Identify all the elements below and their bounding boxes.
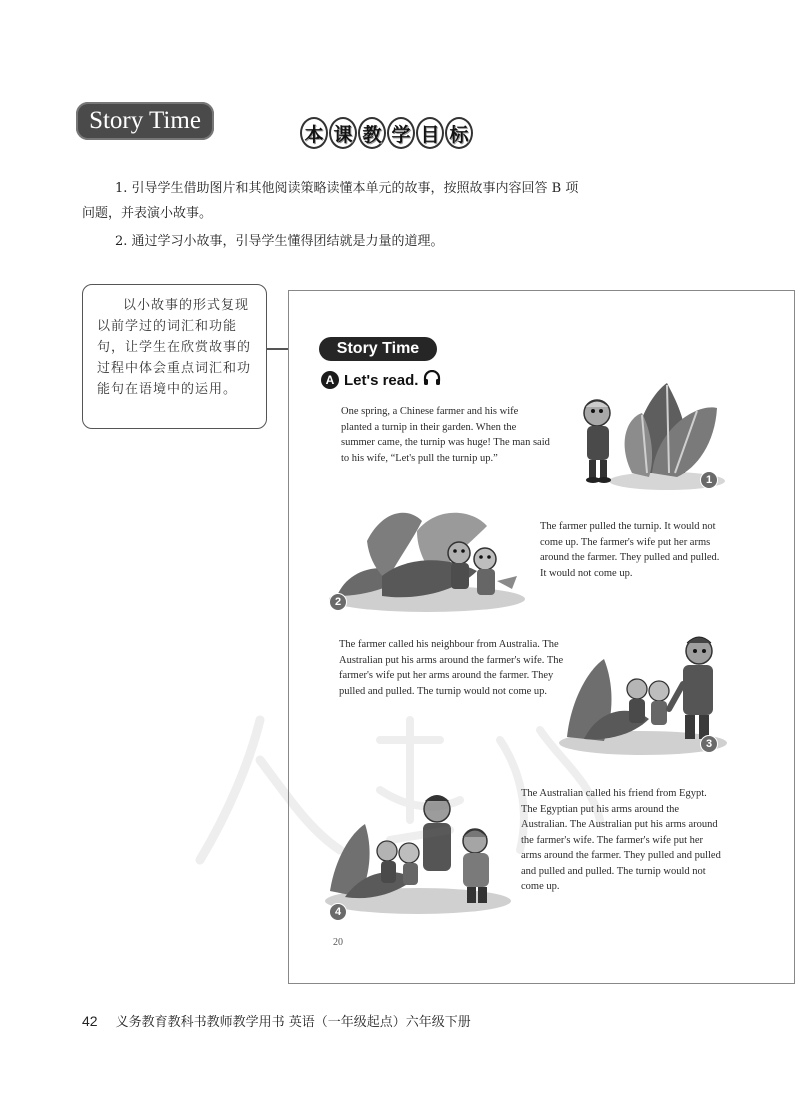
goal-title-char: 本: [300, 117, 328, 149]
picture-number-badge: 4: [329, 903, 347, 921]
side-note: 以小故事的形式复现以前学过的词汇和功能句，让学生在欣赏故事的过程中体会重点词汇和功能句在语境中的运用。: [82, 284, 267, 429]
lets-read-heading: [321, 369, 441, 391]
textbook-page: [288, 290, 795, 984]
picture-number-badge: 1: [700, 471, 718, 489]
picture-number-badge: 3: [700, 735, 718, 753]
book-title: 义务教育教科书教师教学用书 英语（一年级起点）六年级下册: [115, 1015, 471, 1030]
objective-2: 2. 通过学习小故事，引导学生懂得团结就是力量的道理。: [115, 234, 444, 249]
goal-title-char: 教: [358, 117, 386, 149]
story-paragraph-1: One spring, a Chinese farmer and his wife planted a turnip in their garden. When the summer came, the turnip was huge! The man said to his wife, “Let's pull the turnip up.”: [341, 406, 550, 464]
goal-title-char: 课: [329, 117, 357, 149]
goal-title-char: 学: [387, 117, 415, 149]
textbook-page-number: 20: [333, 937, 343, 948]
story-paragraph-3: The farmer called his neighbour from Australia. The Australian put his arms around the farmer's wife. The farmer's wife put her arms around the farmer. They pulled and pulled. The turnip would not come up.: [339, 639, 564, 697]
teaching-goals-title: [300, 117, 473, 151]
textbook-story-time-badge: Story Time: [319, 337, 437, 361]
objective-1-line-2: 问题，并表演小故事。: [82, 206, 213, 221]
picture-number-badge: 2: [329, 593, 347, 611]
section-letter-badge: A: [321, 371, 339, 389]
headphones-icon: [423, 370, 441, 390]
lets-read-label: Let's read.: [344, 371, 419, 389]
page-number: 42: [82, 1013, 98, 1029]
story-paragraph-2: The farmer pulled the turnip. It would not come up. The farmer's wife put her arms around the farmer. They pulled and pulled. It would not come up.: [540, 521, 720, 579]
objective-1-line-1: 1. 引导学生借助图片和其他阅读策略读懂本单元的故事，按照故事内容回答 B 项: [115, 181, 579, 196]
goal-title-char: 标: [445, 117, 473, 149]
illustration-farmer-turnip: [557, 373, 725, 493]
page-footer: [82, 1011, 471, 1030]
story-time-badge: Story Time: [76, 102, 214, 140]
illustration-farmer-wife-pulling: [327, 501, 527, 613]
illustration-egyptian-joins: [325, 779, 511, 915]
goal-title-char: 目: [416, 117, 444, 149]
story-paragraph-4: The Australian called his friend from Egypt. The Egyptian put his arms around the Australian. The Australian put his arms around the farmer's wife. The farmer's wife put her arms around the farmer. They pulled and pulled and pulled and pulled. The turnip would not come up.: [521, 788, 721, 892]
